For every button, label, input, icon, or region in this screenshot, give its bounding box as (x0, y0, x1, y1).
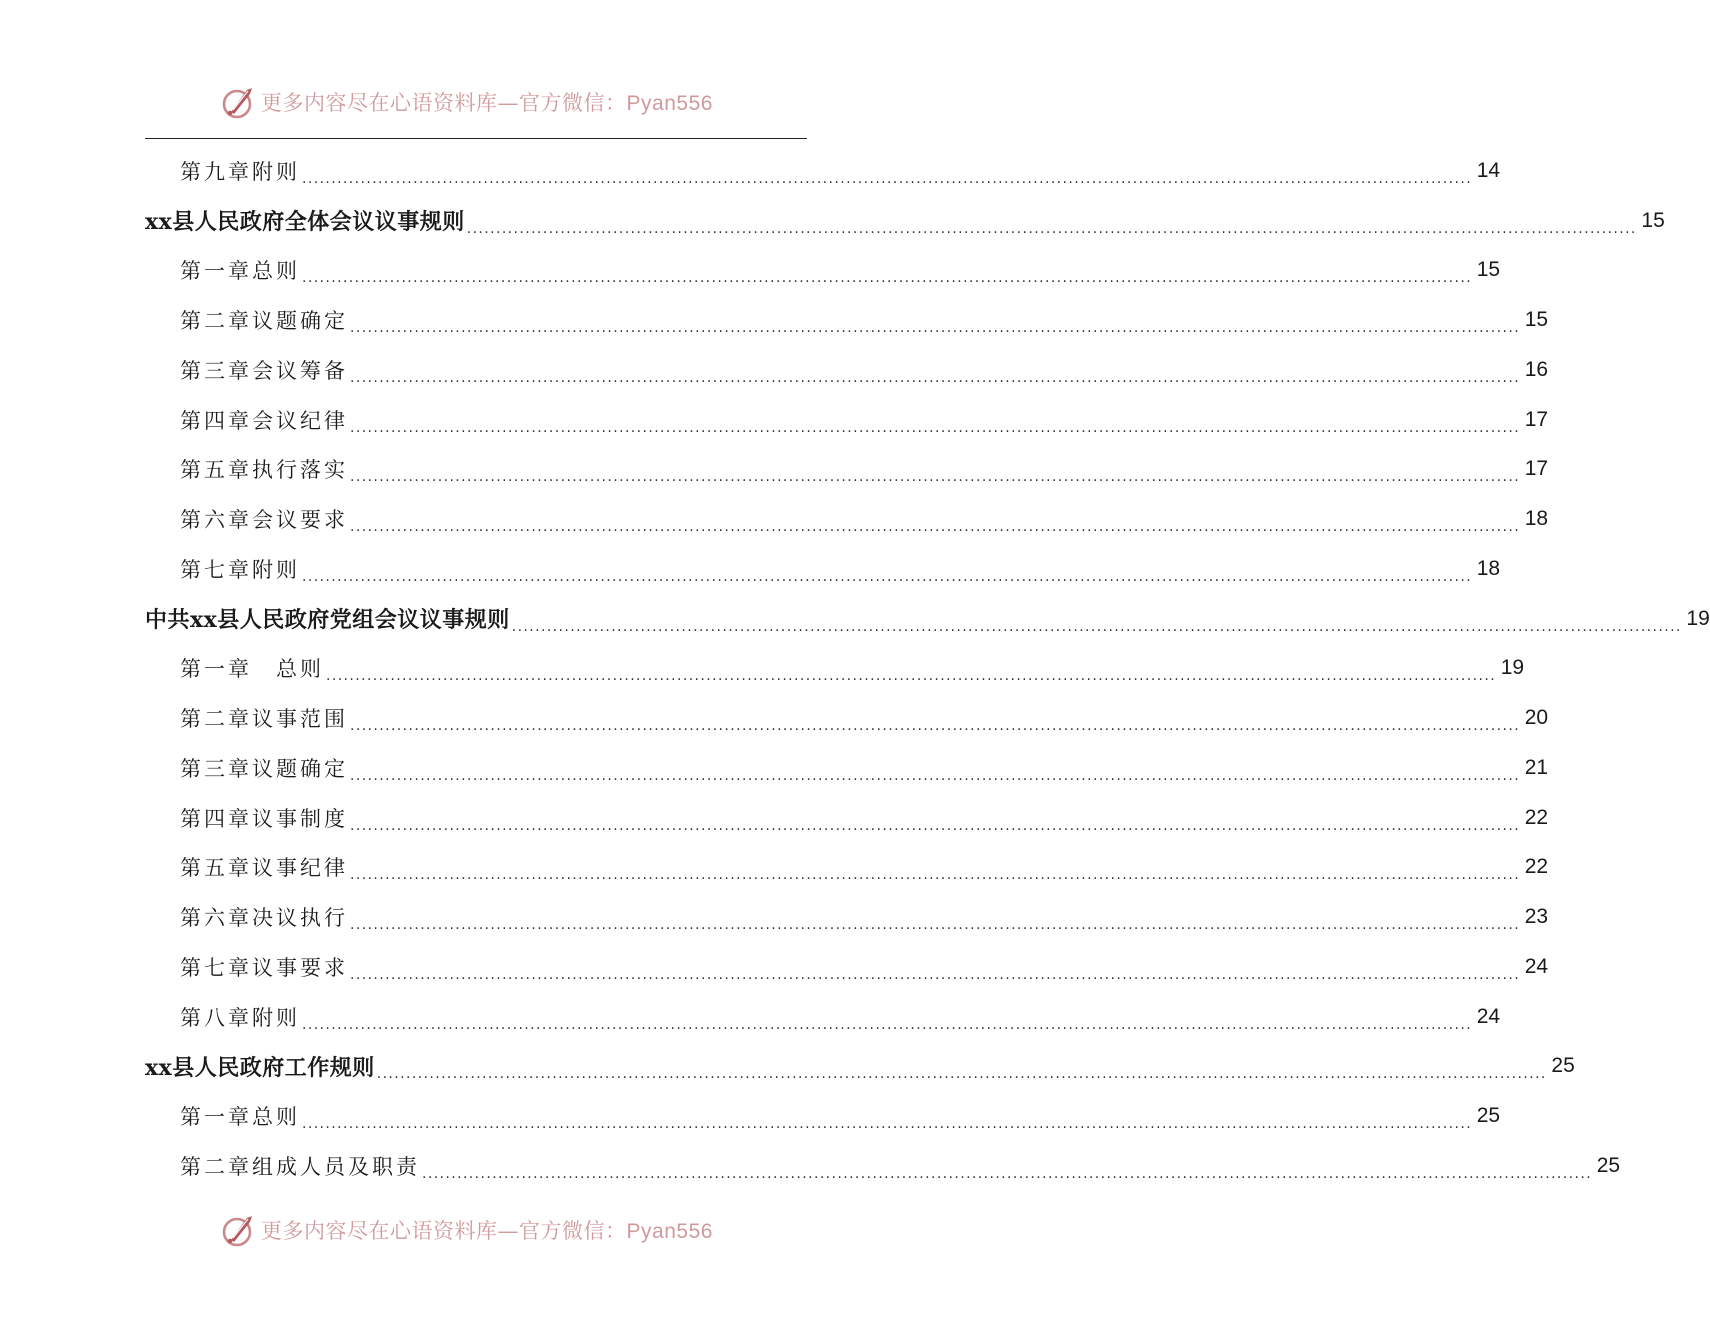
toc-chapter-entry[interactable] (145, 942, 1549, 992)
toc-page-number: 15 (1476, 258, 1501, 282)
toc-chapter-entry[interactable] (145, 693, 1549, 743)
toc-chapter-entry[interactable] (145, 146, 1501, 196)
toc-page-number: 18 (1524, 507, 1549, 531)
toc-entry-label: 第七章附则 (180, 557, 300, 582)
toc-page-number: 23 (1524, 905, 1549, 929)
toc-dot-leader: ........................................................................................................................................................................................................ (302, 1116, 1473, 1132)
toc-section-entry[interactable] (145, 196, 1665, 246)
toc-entry-label: 第六章决议执行 (180, 906, 348, 931)
toc-entry-label: 第一章总则 (180, 259, 300, 284)
header-rule (145, 138, 807, 139)
banner-slogan: 更多内容尽在心语资料库—官方微信： (261, 91, 627, 115)
toc-chapter-entry[interactable] (145, 395, 1549, 445)
toc-entry-label: 第四章议事制度 (180, 806, 348, 831)
banner-handle: Pyan556 (626, 92, 713, 115)
toc-entry-label: 第八章附则 (180, 1005, 300, 1030)
toc-entry-label: 第三章议题确定 (180, 756, 348, 781)
toc-dot-leader: ........................................................................................................................................................................................................ (326, 668, 1497, 685)
toc-page-number: 24 (1476, 1004, 1501, 1028)
toc-entry-label: 中共xx县人民政府党组会议议事规则 (145, 607, 510, 634)
toc-dot-leader: ........................................................................................................................................................................................................ (350, 320, 1521, 336)
toc-dot-leader: ........................................................................................................................................................................................................ (302, 270, 1473, 287)
toc-page-number: 15 (1641, 208, 1665, 232)
quill-pen-logo-icon (221, 1212, 257, 1248)
toc-entry-label: xx县人民政府全体会议议事规则 (145, 209, 465, 236)
toc-entry-label: 第六章会议要求 (180, 508, 348, 533)
table-of-contents (145, 146, 1710, 1191)
toc-dot-leader: ........................................................................................................................................................................................................ (350, 767, 1521, 784)
toc-dot-leader: ........................................................................................................................................................................................................ (350, 519, 1521, 535)
toc-chapter-entry[interactable] (145, 445, 1549, 495)
toc-entry-label: 第一章 总则 (180, 657, 324, 682)
banner-text (261, 1215, 713, 1245)
toc-dot-leader: ........................................................................................................................................................................................................ (376, 1066, 1547, 1083)
toc-dot-leader: ........................................................................................................................................................................................................ (302, 568, 1473, 585)
toc-page-number: 19 (1500, 656, 1525, 680)
toc-page-number: 17 (1524, 407, 1549, 431)
header-banner (0, 80, 950, 124)
toc-entry-label: 第二章议事范围 (180, 707, 348, 732)
toc-page-number: 22 (1524, 805, 1549, 829)
toc-page-number: 25 (1551, 1054, 1575, 1078)
toc-chapter-entry[interactable] (145, 992, 1501, 1042)
toc-page-number: 15 (1524, 308, 1549, 332)
toc-page-number: 16 (1524, 357, 1549, 381)
toc-dot-leader: ........................................................................................................................................................................................................ (466, 220, 1637, 237)
toc-dot-leader: ........................................................................................................................................................................................................ (350, 369, 1521, 386)
banner-slogan: 更多内容尽在心语资料库—官方微信： (261, 1219, 627, 1243)
toc-dot-leader: ........................................................................................................................................................................................................ (350, 469, 1521, 486)
toc-chapter-entry[interactable] (145, 843, 1549, 893)
toc-entry-label: 第五章议事纪律 (180, 856, 348, 881)
footer-banner (0, 1208, 950, 1252)
toc-chapter-entry[interactable] (145, 345, 1549, 395)
toc-page-number: 14 (1476, 158, 1501, 182)
toc-page-number: 20 (1524, 706, 1549, 730)
toc-entry-label: 第五章执行落实 (180, 458, 348, 483)
toc-dot-leader: ........................................................................................................................................................................................................ (350, 867, 1521, 884)
toc-chapter-entry[interactable] (145, 743, 1549, 793)
toc-section-entry[interactable] (145, 594, 1710, 644)
toc-page-number: 24 (1524, 954, 1549, 978)
toc-section-entry[interactable] (145, 1042, 1575, 1092)
toc-page-number: 17 (1524, 457, 1549, 481)
toc-entry-label: 第四章会议纪律 (180, 408, 348, 433)
toc-entry-label: 第二章议题确定 (180, 309, 348, 334)
toc-chapter-entry[interactable] (145, 644, 1525, 694)
toc-chapter-entry[interactable] (145, 892, 1549, 942)
toc-dot-leader: ........................................................................................................................................................................................................ (350, 917, 1521, 933)
toc-page-number: 25 (1476, 1104, 1501, 1128)
toc-entry-label: 第一章总则 (180, 1105, 300, 1130)
toc-entry-label: 第三章会议筹备 (180, 358, 348, 383)
toc-dot-leader: ........................................................................................................................................................................................................ (422, 1165, 1593, 1182)
toc-chapter-entry[interactable] (145, 246, 1501, 296)
toc-page-number: 21 (1524, 755, 1549, 779)
toc-dot-leader: ........................................................................................................................................................................................................ (350, 966, 1521, 983)
toc-chapter-entry[interactable] (145, 544, 1501, 594)
toc-chapter-entry[interactable] (145, 295, 1549, 345)
toc-dot-leader: ........................................................................................................................................................................................................ (350, 419, 1521, 436)
toc-chapter-entry[interactable] (145, 1141, 1621, 1191)
toc-entry-label: 第七章议事要求 (180, 955, 348, 980)
toc-dot-leader: ........................................................................................................................................................................................................ (302, 170, 1473, 187)
toc-entry-label: 第二章组成人员及职责 (180, 1154, 420, 1179)
toc-dot-leader: ........................................................................................................................................................................................................ (350, 718, 1521, 734)
toc-chapter-entry[interactable] (145, 1091, 1501, 1141)
toc-page-number: 18 (1476, 556, 1501, 580)
toc-page-number: 25 (1596, 1153, 1621, 1177)
toc-chapter-entry[interactable] (145, 793, 1549, 843)
banner-handle: Pyan556 (626, 1220, 713, 1243)
banner-text (261, 87, 713, 117)
toc-entry-label: 第九章附则 (180, 159, 300, 184)
toc-page-number: 19 (1686, 606, 1710, 630)
toc-dot-leader: ........................................................................................................................................................................................................ (511, 618, 1682, 635)
quill-pen-logo-icon (221, 84, 257, 120)
toc-dot-leader: ........................................................................................................................................................................................................ (302, 1016, 1473, 1033)
toc-chapter-entry[interactable] (145, 494, 1549, 544)
toc-dot-leader: ........................................................................................................................................................................................................ (350, 817, 1521, 834)
toc-entry-label: xx县人民政府工作规则 (145, 1054, 375, 1081)
toc-page-number: 22 (1524, 855, 1549, 879)
